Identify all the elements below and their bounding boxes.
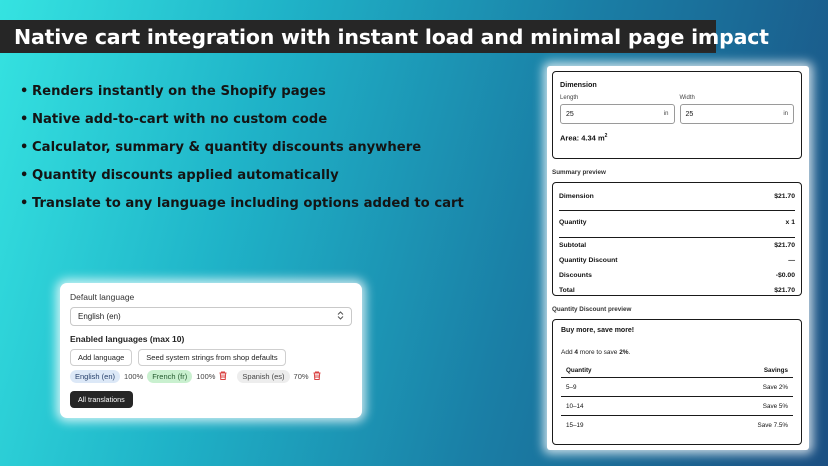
table-row (561, 397, 793, 416)
width-value: 25 (685, 110, 694, 118)
width-input[interactable] (680, 104, 795, 124)
summary-row-total (559, 283, 795, 297)
feature-item (20, 77, 464, 105)
summary-box (552, 182, 802, 296)
area-exponent: 2 (604, 133, 608, 139)
language-percent-es: 70% (293, 372, 309, 381)
default-language-label: Default language (70, 292, 135, 302)
tier-savings: Save 5% (762, 402, 788, 410)
chevron-updown-icon (337, 311, 344, 322)
bullet-icon: • (20, 167, 29, 183)
title-banner (0, 20, 769, 53)
dimension-inputs (560, 95, 794, 124)
length-label: Length (560, 95, 579, 101)
summary-row-dimension (559, 183, 795, 210)
message-quantity: 4 (574, 349, 578, 356)
enabled-languages-label: Enabled languages (max 10) (70, 334, 185, 344)
summary-row-quantity (559, 211, 795, 233)
language-settings-panel (60, 283, 362, 418)
width-label: Width (679, 95, 695, 101)
feature-text: Renders instantly on the Shopify pages (32, 83, 326, 99)
area-readout (560, 133, 794, 143)
summary-qty-discount-label: Quantity Discount (559, 257, 618, 264)
add-language-button[interactable]: Add language (70, 349, 132, 366)
summary-row-subtotal (559, 238, 795, 253)
length-unit: in (663, 111, 669, 117)
summary-preview-label: Summary preview (552, 169, 606, 176)
bullet-icon: • (20, 111, 29, 127)
summary-quantity-label: Quantity (559, 218, 587, 226)
summary-quantity-value: x 1 (785, 218, 795, 226)
feature-item (20, 161, 464, 189)
feature-text: Translate to any language including options added to cart (32, 195, 464, 211)
tier-savings: Save 2% (762, 383, 788, 391)
summary-dimension-label: Dimension (559, 193, 594, 200)
page-title: Native cart integration with instant load and minimal page impact (14, 24, 769, 49)
enabled-languages-list (70, 370, 352, 383)
table-header (561, 364, 793, 378)
tier-savings: Save 7.5% (757, 422, 788, 429)
length-input[interactable] (560, 104, 675, 124)
width-group (680, 95, 795, 124)
seed-strings-button[interactable]: Seed system strings from shop defaults (138, 349, 285, 366)
summary-row-quantity-discount (559, 253, 795, 268)
tier-quantity: 15–19 (566, 422, 584, 429)
feature-list (20, 77, 464, 217)
feature-text: Quantity discounts applied automatically (32, 167, 339, 183)
feature-text: Calculator, summary & quantity discounts anywhere (32, 139, 422, 155)
summary-total-label: Total (559, 286, 575, 294)
header-quantity: Quantity (566, 367, 592, 374)
message-suffix: . (628, 349, 631, 356)
language-percent-fr: 100% (196, 372, 216, 381)
width-unit: in (783, 111, 788, 117)
table-row (561, 378, 793, 397)
quantity-discount-message (561, 349, 793, 356)
product-preview-panel (547, 66, 809, 450)
length-value: 25 (566, 110, 574, 118)
language-actions (70, 349, 352, 366)
message-prefix: Add (561, 349, 575, 356)
tier-quantity: 5–9 (566, 383, 577, 391)
summary-discounts-label: Discounts (559, 272, 592, 279)
feature-item (20, 105, 464, 133)
quantity-discount-preview-label: Quantity Discount preview (552, 306, 632, 313)
table-row (561, 416, 793, 435)
summary-subtotal-label: Subtotal (559, 242, 587, 249)
all-translations-button[interactable]: All translations (70, 391, 133, 408)
feature-item (20, 189, 464, 217)
quantity-discount-title: Buy more, save more! (561, 327, 635, 334)
feature-text: Native add-to-cart with no custom code (32, 111, 328, 127)
summary-dimension-value: $21.70 (774, 193, 795, 200)
default-language-select[interactable] (70, 307, 352, 326)
dimension-box (552, 71, 802, 159)
trash-icon[interactable] (219, 371, 227, 382)
bullet-icon: • (20, 83, 29, 99)
quantity-discount-box (552, 319, 802, 445)
summary-qty-discount-value: — (788, 257, 795, 264)
message-middle: more to save (578, 349, 620, 356)
dimension-title: Dimension (560, 80, 597, 89)
header-savings: Savings (763, 367, 788, 374)
summary-total-value: $21.70 (774, 286, 795, 294)
language-pill-es[interactable]: Spanish (es) (237, 370, 289, 383)
trash-icon[interactable] (313, 371, 321, 382)
language-percent-en: 100% (124, 372, 144, 381)
area-text: Area: 4.34 m (560, 133, 605, 143)
summary-subtotal-value: $21.70 (774, 242, 795, 249)
language-pill-fr[interactable]: French (fr) (147, 370, 192, 383)
tier-quantity: 10–14 (566, 402, 584, 410)
bullet-icon: • (20, 139, 29, 155)
summary-discounts-value: -$0.00 (775, 272, 795, 279)
feature-item (20, 133, 464, 161)
default-language-value: English (en) (78, 312, 121, 321)
summary-row-discounts (559, 268, 795, 283)
message-percent: 2% (619, 349, 629, 356)
discount-tier-table (561, 364, 793, 435)
bullet-icon: • (20, 195, 29, 211)
language-pill-en[interactable]: English (en) (70, 370, 120, 383)
length-group (560, 95, 675, 124)
